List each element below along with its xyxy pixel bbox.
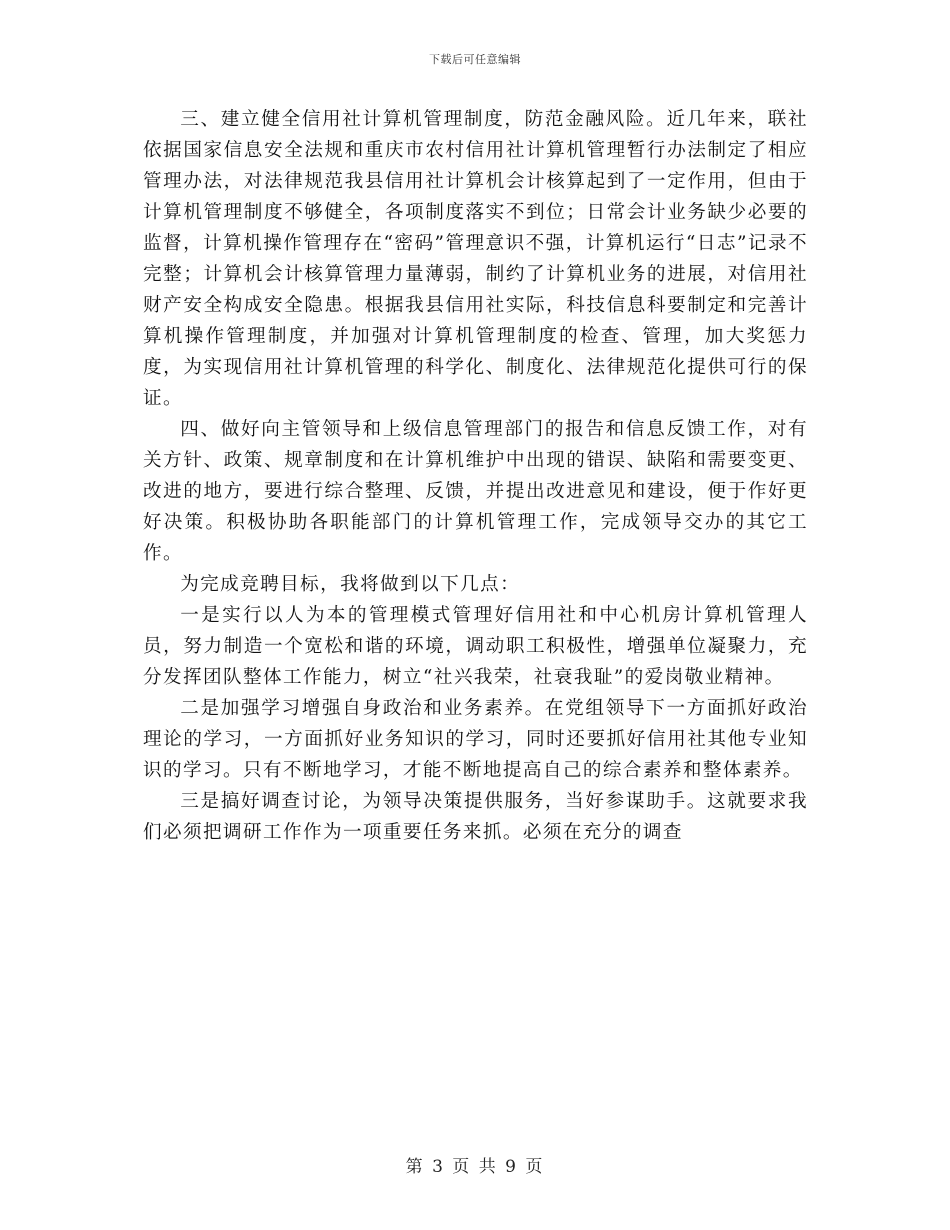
document-body [143, 104, 808, 848]
page-header: 下载后可任意编辑 [429, 53, 521, 66]
paragraph-report-feedback: 四、做好向主管领导和上级信息管理部门的报告和信息反馈工作，对有关方针、政策、规章制度和在计算机维护中出现的错误、缺陷和需要变更、改进的地方，要进行综合整理、反馈，并提出改进意见和建设，便于作好更好决策。积极协助各职能部门的计算机管理工作，完成领导交办的其它工作。 [143, 419, 808, 564]
paragraph-computer-management: 三、建立健全信用社计算机管理制度，防范金融风险。近几年来，联社依据国家信息安全法规和重庆市农村信用社计算机管理暂行办法制定了相应管理办法，对法律规范我县信用社计算机会计核算起到了一定作用，但由于计算机管理制度不够健全，各项制度落实不到位；日常会计业务缺少必要的监督，计算机操作管理存在“密码”管理意识不强，计算机运行“日志”记录不完整；计算机会计核算管理力量薄弱，制约了计算机业务的进展，对信用社财产安全构成安全隐患。根据我县信用社实际，科技信息科要制定和完善计算机操作管理制度，并加强对计算机管理制度的检查、管理，加大奖惩力度，为实现信用社计算机管理的科学化、制度化、法律规范化提供可行的保证。 [143, 109, 808, 409]
page-number: 第 3 页 共 9 页 [405, 1157, 545, 1177]
paragraph-point-two: 二是加强学习增强自身政治和业务素养。在党组领导下一方面抓好政治理论的学习，一方面抓好业务知识的学习，同时还要抓好信用社其他专业知识的学习。只有不断地学习，才能不断地提高自己的综合素养和整体素养。 [143, 698, 808, 781]
paragraph-point-one: 一是实行以人为本的管理模式管理好信用社和中心机房计算机管理人员，努力制造一个宽松和谐的环境，调动职工积极性，增强单位凝聚力，充分发挥团队整体工作能力，树立“社兴我荣，社衰我耻”的爱岗敬业精神。 [143, 605, 808, 688]
paragraph-point-three: 三是搞好调查讨论，为领导决策提供服务，当好参谋助手。这就要求我们必须把调研工作作为一项重要任务来抓。必须在充分的调查 [143, 791, 808, 843]
paragraph-goals-intro: 为完成竞聘目标，我将做到以下几点： [180, 574, 521, 595]
